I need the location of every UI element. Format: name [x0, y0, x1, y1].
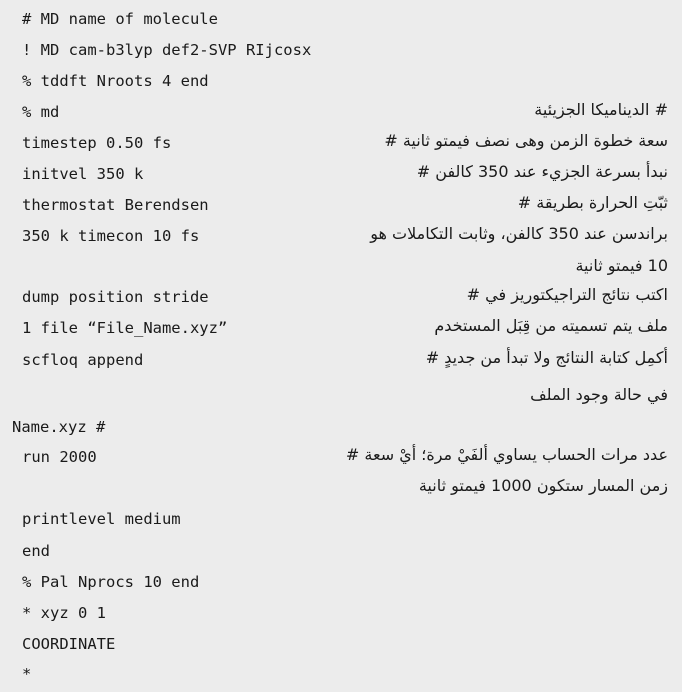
code-line: initvel 350 k: [22, 165, 144, 183]
code-line: scfloq append: [22, 351, 144, 369]
comment-line: ملف يتم تسميته من قِبَل المستخدم: [434, 316, 668, 335]
comment-line: # الديناميكا الجزيئية: [534, 100, 668, 119]
comment-line: اكتب نتائج التراجيكتوريز في #: [466, 285, 668, 304]
code-line: 350 k timecon 10 fs: [22, 227, 200, 245]
code-line: dump position stride: [22, 288, 209, 306]
comment-line: زمن المسار ستكون 1000 فيمتو ثانية: [418, 476, 668, 495]
comment-line: 10 فيمتو ثانية: [575, 256, 668, 275]
code-line: printlevel medium: [22, 510, 181, 528]
code-line: % md: [22, 103, 60, 121]
code-line: *: [22, 665, 32, 683]
comment-line: في حالة وجود الملف: [530, 385, 668, 404]
code-line: # MD name of molecule: [22, 10, 218, 28]
comment-line: عدد مرات الحساب يساوي ألفَيْ مرة؛ أيْ سعة #: [345, 445, 668, 464]
code-line: % Pal Nprocs 10 end: [22, 573, 200, 591]
code-line: run 2000: [22, 448, 97, 466]
comment-line: نبدأ بسرعة الجزيء عند 350 كالفن #: [416, 162, 668, 181]
code-line: end: [22, 542, 50, 560]
code-line: ! MD cam-b3lyp def2-SVP RIjcosx: [22, 41, 312, 59]
comment-line: براندسن عند 350 كالفن، وثابت التكاملات هو: [370, 224, 668, 243]
code-line: COORDINATE: [22, 635, 116, 653]
comment-line: ثبّتِ الحرارة بطريقة #: [517, 193, 668, 212]
code-line: timestep 0.50 fs: [22, 134, 172, 152]
code-line: 1 file “File_Name.xyz”: [22, 319, 228, 337]
comment-line: أكمِل كتابة النتائج ولا تبدأ من جديدٍ #: [425, 348, 668, 367]
code-line: * xyz 0 1: [22, 604, 106, 622]
code-line: thermostat Berendsen: [22, 196, 209, 214]
code-line: % tddft Nroots 4 end: [22, 72, 209, 90]
comment-line: سعة خطوة الزمن وهى نصف فيمتو ثانية #: [384, 131, 668, 150]
code-line: Name.xyz #: [12, 418, 106, 436]
